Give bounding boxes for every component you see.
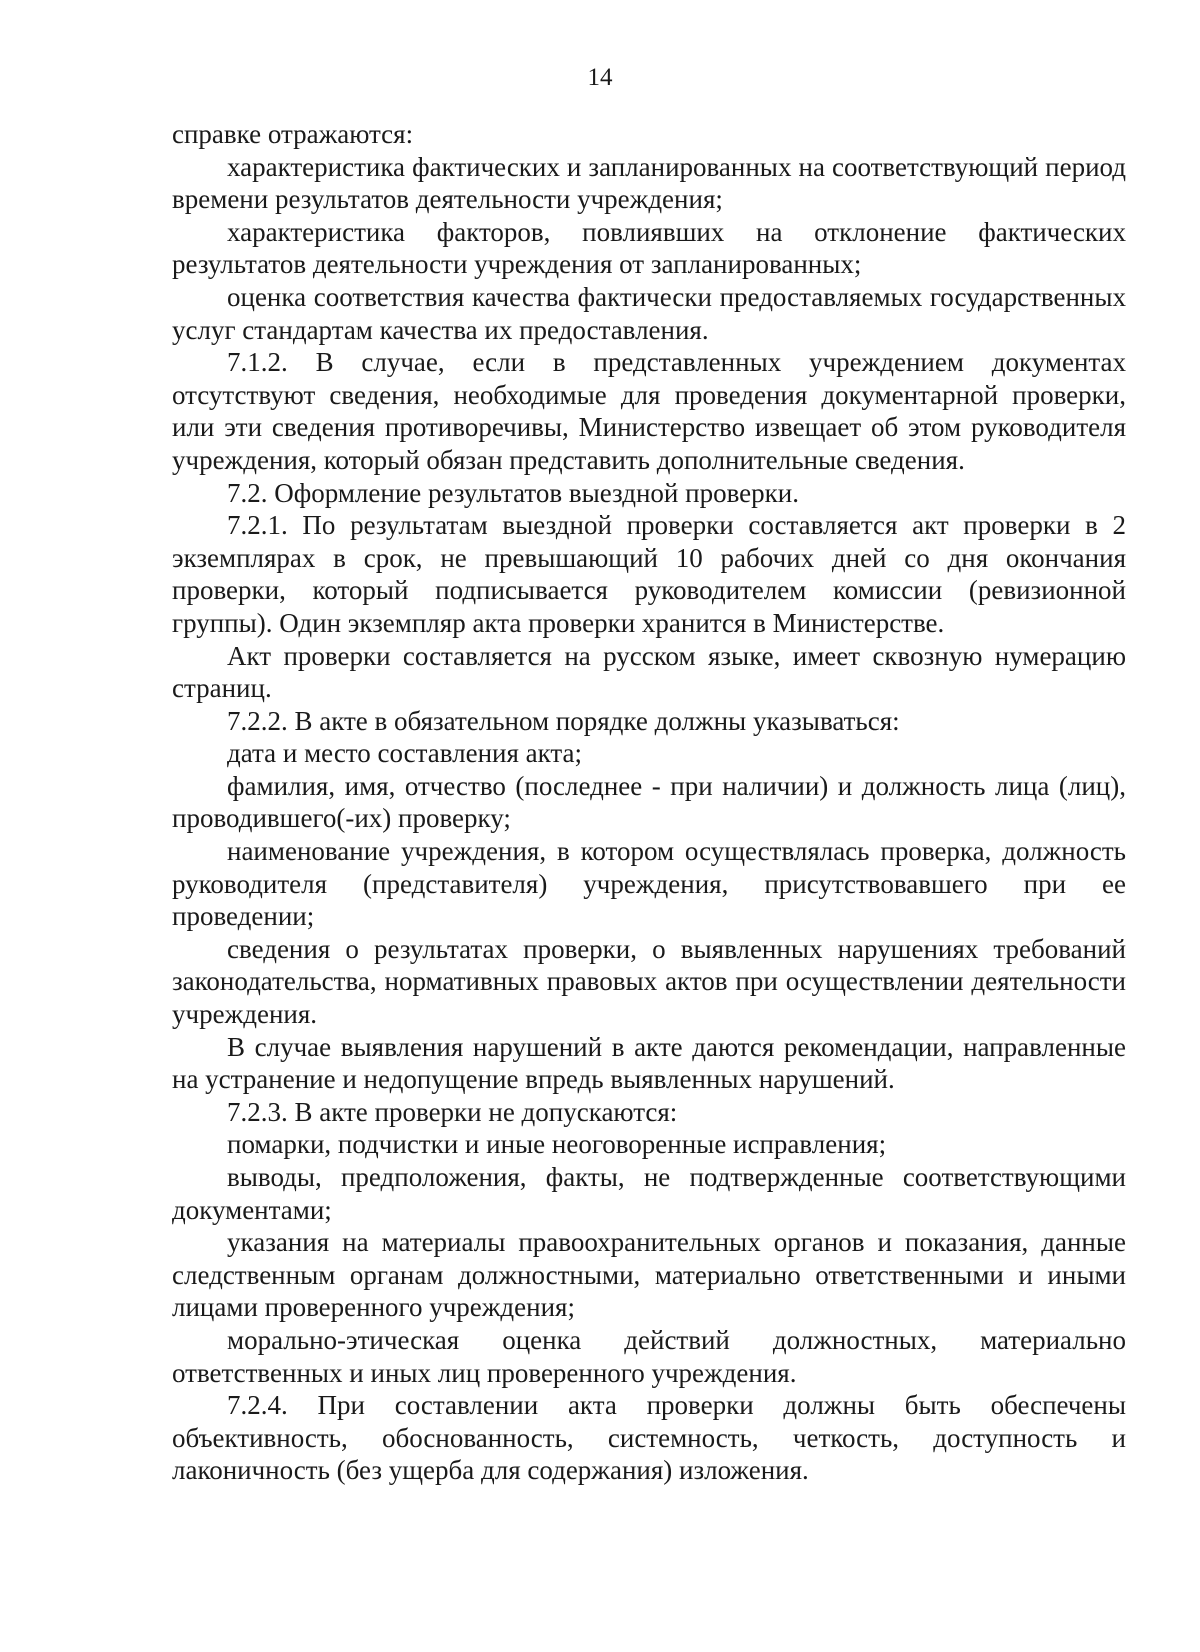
paragraph: справке отражаются: <box>172 119 414 149</box>
paragraph: наименование учреждения, в котором осуществлялась проверка, должность руководителя (представителя) учреждения, присутствовавшего при ее проведении; <box>172 836 1126 932</box>
paragraph: характеристика факторов, повлиявших на отклонение фактических результатов деятельности учреждения от запланированных; <box>172 216 1126 280</box>
page-number: 14 <box>587 64 613 91</box>
paragraph: дата и место составления акта; <box>227 738 583 769</box>
paragraph: оценка соответствия качества фактически предоставляемых государственных услуг стандартам качества их предоставления. <box>172 281 1126 345</box>
paragraph: 7.2.3. В акте проверки не допускаются: <box>227 1096 678 1127</box>
paragraph: Акт проверки составляется на русском языке, имеет сквозную нумерацию страниц. <box>172 640 1126 704</box>
paragraph: 7.2.4. При составлении акта проверки должны быть обеспечены объективность, обоснованность, системность, четкость, доступность и лаконичность (без ущерба для содержания) изложения. <box>172 1390 1126 1486</box>
paragraph: характеристика фактических и запланированных на соответствующий период времени результатов деятельности учреждения; <box>172 151 1126 215</box>
paragraph: указания на материалы правоохранительных органов и показания, данные следственным органам должностными, материально ответственными и иными лицами проверенного учреждения; <box>172 1227 1126 1323</box>
paragraph: В случае выявления нарушений в акте даются рекомендации, направленные на устранение и недопущение впредь выявленных нарушений. <box>172 1031 1126 1095</box>
paragraph: 7.2. Оформление результатов выездной проверки. <box>227 477 799 508</box>
paragraph: сведения о результатах проверки, о выявленных нарушениях требований законодательства, нормативных правовых актов при осуществлении деятельности учреждения. <box>172 933 1126 1030</box>
paragraph: морально-этическая оценка действий должностных, материально ответственных и иных лиц проверенного учреждения. <box>172 1324 1126 1388</box>
paragraph: фамилия, имя, отчество (последнее - при наличии) и должность лица (лиц), проводившего(-их) проверку; <box>172 770 1126 834</box>
paragraph: 7.2.1. По результатам выездной проверки составляется акт проверки в 2 экземплярах в срок, не превышающий 10 рабочих дней со дня окончания проверки, который подписывается руководителем комиссии (ревизионной группы). Один экземпляр акта проверки хранится в Министерстве. <box>172 510 1126 638</box>
paragraph: помарки, подчистки и иные неоговоренные исправления; <box>227 1129 887 1160</box>
document-body <box>172 118 1126 1487</box>
paragraph: 7.1.2. В случае, если в представленных учреждением документах отсутствуют сведения, необходимые для проведения документарной проверки, или эти сведения противоречивы, Министерство извещает об этом руководителя учреждения, который обязан представить дополнительные сведения. <box>172 347 1126 475</box>
paragraph: выводы, предположения, факты, не подтвержденные соответствующими документами; <box>172 1162 1126 1225</box>
paragraph: 7.2.2. В акте в обязательном порядке должны указываться: <box>227 705 900 736</box>
